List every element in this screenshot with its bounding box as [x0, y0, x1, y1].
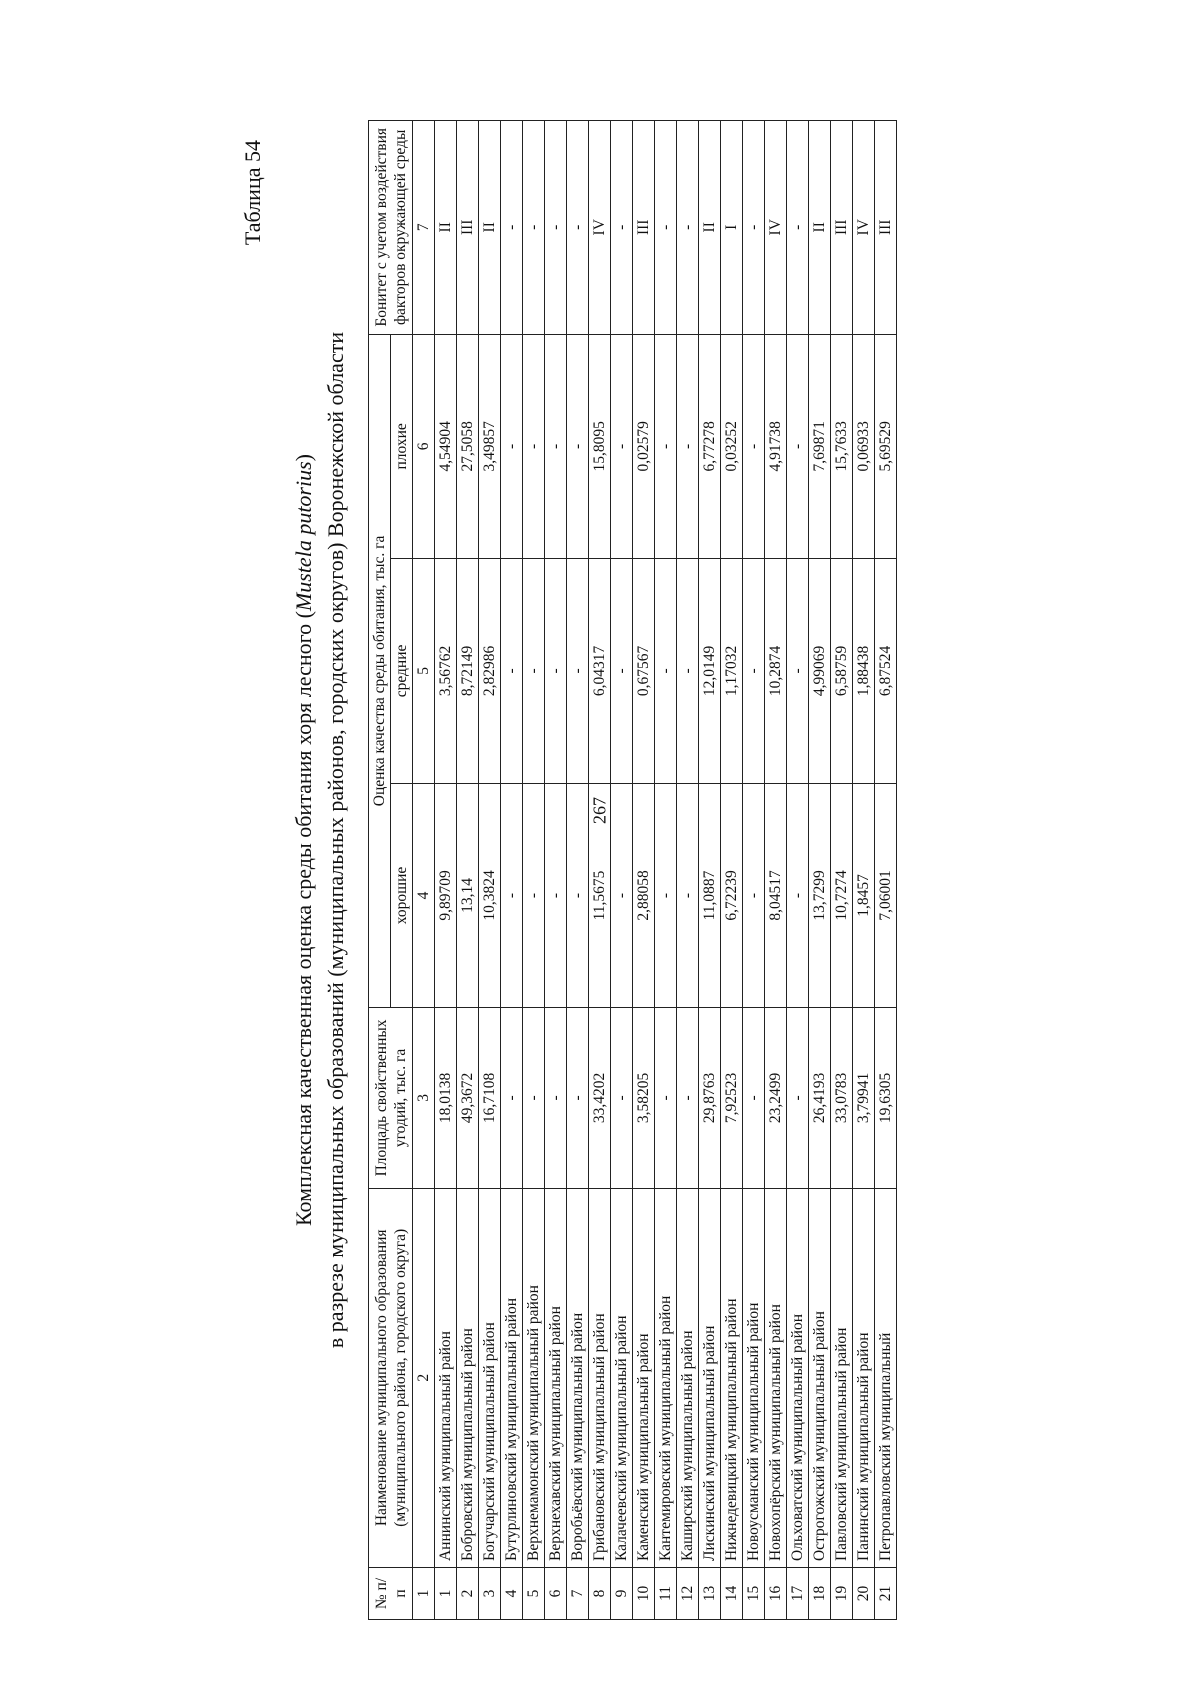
good-value: 10,7274: [831, 783, 853, 1008]
row-number: 15: [743, 1568, 765, 1620]
medium-value: -: [567, 559, 589, 784]
row-number: 12: [677, 1568, 699, 1620]
table-row: [699, 121, 721, 1620]
bonitet-value: -: [677, 121, 699, 335]
medium-value: -: [523, 559, 545, 784]
medium-value: -: [501, 559, 523, 784]
good-value: 13,14: [457, 783, 479, 1008]
good-value: 11,0887: [699, 783, 721, 1008]
bad-value: 5,69529: [875, 334, 897, 559]
district-name: Новоусманский муниципальный район: [743, 1188, 765, 1567]
row-number: 8: [589, 1568, 611, 1620]
medium-value: 6,87524: [875, 559, 897, 784]
medium-value: 2,82986: [479, 559, 501, 784]
bad-value: 7,69871: [809, 334, 831, 559]
bonitet-value: -: [743, 121, 765, 335]
header-quality-group: Оценка качества среды обитания, тыс. га: [369, 334, 391, 1008]
header-num: № п/п: [369, 1568, 413, 1620]
bonitet-value: I: [721, 121, 743, 335]
good-value: 1,8457: [853, 783, 875, 1008]
row-number: 1: [435, 1568, 457, 1620]
header-bonitet: Бонитет с учетом воздействия факторов окружающей среды: [369, 121, 413, 335]
district-name: Павловский муниципальный район: [831, 1188, 853, 1567]
title-line-1: [288, 70, 320, 1610]
good-value: 9,89709: [435, 783, 457, 1008]
row-number: 9: [611, 1568, 633, 1620]
area-value: -: [523, 1008, 545, 1188]
title-prefix: Комплексная качественная оценка среды обитания хоря лесного (: [291, 611, 316, 1227]
bonitet-value: -: [787, 121, 809, 335]
table-row: [787, 121, 809, 1620]
district-name: Ольховатский муниципальный район: [787, 1188, 809, 1567]
district-name: Каширский муниципальный район: [677, 1188, 699, 1567]
district-name: Аннинский муниципальный район: [435, 1188, 457, 1567]
bonitet-value: III: [831, 121, 853, 335]
row-number: 10: [633, 1568, 655, 1620]
row-number: 5: [523, 1568, 545, 1620]
good-value: -: [743, 783, 765, 1008]
table-title: [288, 70, 352, 1610]
good-value: -: [567, 783, 589, 1008]
row-number: 21: [875, 1568, 897, 1620]
bad-value: 6,77278: [699, 334, 721, 559]
bad-value: 15,7633: [831, 334, 853, 559]
medium-value: 6,04317: [589, 559, 611, 784]
row-number: 18: [809, 1568, 831, 1620]
district-name: Бутурлиновский муниципальный район: [501, 1188, 523, 1567]
table-row: [633, 121, 655, 1620]
bonitet-value: -: [523, 121, 545, 335]
good-value: -: [545, 783, 567, 1008]
good-value: 11,5675: [589, 783, 611, 1008]
bonitet-value: -: [655, 121, 677, 335]
bad-value: 4,54904: [435, 334, 457, 559]
column-number: 3: [413, 1008, 435, 1188]
area-value: 33,0783: [831, 1008, 853, 1188]
good-value: -: [611, 783, 633, 1008]
bad-value: -: [611, 334, 633, 559]
table-row: [435, 121, 457, 1620]
table-row: [743, 121, 765, 1620]
district-name: Лискинский муниципальный район: [699, 1188, 721, 1567]
title-suffix: ): [291, 454, 316, 462]
bonitet-value: III: [875, 121, 897, 335]
title-line-2: в разрезе муниципальных образований (муниципальных районов, городских округов) Воронежской области: [323, 331, 348, 1349]
district-name: Новохопёрский муниципальный район: [765, 1188, 787, 1567]
header-name: Наименование муниципального образования (муниципального района, городского округа): [369, 1188, 413, 1567]
area-value: 26,4193: [809, 1008, 831, 1188]
bonitet-value: II: [699, 121, 721, 335]
good-value: -: [677, 783, 699, 1008]
row-number: 3: [479, 1568, 501, 1620]
district-name: Верхнемамонский муниципальный район: [523, 1188, 545, 1567]
table-row: [809, 121, 831, 1620]
district-name: Острогожский муниципальный район: [809, 1188, 831, 1567]
good-value: -: [787, 783, 809, 1008]
medium-value: -: [743, 559, 765, 784]
bad-value: 15,8095: [589, 334, 611, 559]
column-number: 1: [413, 1568, 435, 1620]
row-number: 20: [853, 1568, 875, 1620]
header-area: Площадь свойственных угодий, тыс. га: [369, 1008, 413, 1188]
row-number: 19: [831, 1568, 853, 1620]
medium-value: -: [787, 559, 809, 784]
good-value: -: [523, 783, 545, 1008]
bonitet-value: IV: [765, 121, 787, 335]
district-name: Богучарский муниципальный район: [479, 1188, 501, 1567]
header-medium: средние: [391, 559, 413, 784]
table-row: [589, 121, 611, 1620]
district-name: Грибановский муниципальный район: [589, 1188, 611, 1567]
row-number: 17: [787, 1568, 809, 1620]
bad-value: -: [787, 334, 809, 559]
area-value: 33,4202: [589, 1008, 611, 1188]
good-value: 13,7299: [809, 783, 831, 1008]
bonitet-value: -: [501, 121, 523, 335]
good-value: 10,3824: [479, 783, 501, 1008]
bad-value: 0,06933: [853, 334, 875, 559]
header-bad: плохие: [391, 334, 413, 559]
medium-value: 3,56762: [435, 559, 457, 784]
column-number: 4: [413, 783, 435, 1008]
district-name: Бобровский муниципальный район: [457, 1188, 479, 1567]
bad-value: 3,49857: [479, 334, 501, 559]
bad-value: -: [501, 334, 523, 559]
area-value: 7,92523: [721, 1008, 743, 1188]
district-name: Верхнехавский муниципальный район: [545, 1188, 567, 1567]
table-row: [479, 121, 501, 1620]
row-number: 7: [567, 1568, 589, 1620]
bad-value: -: [567, 334, 589, 559]
bonitet-value: -: [545, 121, 567, 335]
area-value: -: [655, 1008, 677, 1188]
table-row: [523, 121, 545, 1620]
medium-value: -: [655, 559, 677, 784]
row-number: 4: [501, 1568, 523, 1620]
column-number: 5: [413, 559, 435, 784]
medium-value: -: [611, 559, 633, 784]
column-number: 2: [413, 1188, 435, 1567]
area-value: -: [567, 1008, 589, 1188]
good-value: 8,04517: [765, 783, 787, 1008]
bonitet-value: II: [435, 121, 457, 335]
area-value: -: [743, 1008, 765, 1188]
table-row: [765, 121, 787, 1620]
area-value: 3,79941: [853, 1008, 875, 1188]
district-name: Каменский муниципальный район: [633, 1188, 655, 1567]
bonitet-value: III: [633, 121, 655, 335]
bonitet-value: -: [611, 121, 633, 335]
area-value: -: [545, 1008, 567, 1188]
column-number: 7: [413, 121, 435, 335]
area-value: 18,0138: [435, 1008, 457, 1188]
area-value: 19,6305: [875, 1008, 897, 1188]
landscape-page: [240, 30, 1140, 1650]
header-row-1: [369, 121, 391, 1620]
table-row: [655, 121, 677, 1620]
table-row: [721, 121, 743, 1620]
table-label: Таблица 54: [240, 140, 265, 246]
bonitet-value: IV: [853, 121, 875, 335]
bad-value: 27,5058: [457, 334, 479, 559]
medium-value: 1,88438: [853, 559, 875, 784]
bonitet-value: II: [479, 121, 501, 335]
medium-value: 6,58759: [831, 559, 853, 784]
column-number: 6: [413, 334, 435, 559]
habitat-quality-table: [368, 120, 897, 1620]
district-name: Петропавловский муниципальный: [875, 1188, 897, 1567]
table-row: [501, 121, 523, 1620]
column-numbers-row: [413, 121, 435, 1620]
good-value: 6,72239: [721, 783, 743, 1008]
row-number: 11: [655, 1568, 677, 1620]
area-value: 23,2499: [765, 1008, 787, 1188]
bonitet-value: -: [567, 121, 589, 335]
medium-value: -: [545, 559, 567, 784]
medium-value: 0,67567: [633, 559, 655, 784]
area-value: -: [611, 1008, 633, 1188]
bad-value: -: [743, 334, 765, 559]
area-value: 3,58205: [633, 1008, 655, 1188]
medium-value: 4,99069: [809, 559, 831, 784]
area-value: 29,8763: [699, 1008, 721, 1188]
bad-value: 4,91738: [765, 334, 787, 559]
good-value: 7,06001: [875, 783, 897, 1008]
table-row: [567, 121, 589, 1620]
species-name: Mustela putorius: [291, 461, 316, 612]
bad-value: -: [523, 334, 545, 559]
bonitet-value: II: [809, 121, 831, 335]
good-value: -: [501, 783, 523, 1008]
table-row: [677, 121, 699, 1620]
table-row: [853, 121, 875, 1620]
page-number: 267: [589, 797, 610, 824]
table-body: [435, 121, 897, 1620]
area-value: 16,7108: [479, 1008, 501, 1188]
medium-value: -: [677, 559, 699, 784]
bonitet-value: IV: [589, 121, 611, 335]
good-value: -: [655, 783, 677, 1008]
row-number: 14: [721, 1568, 743, 1620]
bonitet-value: III: [457, 121, 479, 335]
medium-value: 12,0149: [699, 559, 721, 784]
bad-value: 0,02579: [633, 334, 655, 559]
bad-value: -: [677, 334, 699, 559]
table-row: [831, 121, 853, 1620]
district-name: Воробьёвский муниципальный район: [567, 1188, 589, 1567]
area-value: -: [677, 1008, 699, 1188]
table-row: [611, 121, 633, 1620]
good-value: 2,88058: [633, 783, 655, 1008]
row-number: 6: [545, 1568, 567, 1620]
area-value: -: [787, 1008, 809, 1188]
table-row: [545, 121, 567, 1620]
bad-value: 0,03252: [721, 334, 743, 559]
bad-value: -: [545, 334, 567, 559]
area-value: 49,3672: [457, 1008, 479, 1188]
medium-value: 1,17032: [721, 559, 743, 784]
table-row: [875, 121, 897, 1620]
district-name: Кантемировский муниципальный район: [655, 1188, 677, 1567]
row-number: 2: [457, 1568, 479, 1620]
medium-value: 8,72149: [457, 559, 479, 784]
district-name: Калачеевский муниципальный район: [611, 1188, 633, 1567]
header-good: хорошие: [391, 783, 413, 1008]
district-name: Панинский муниципальный район: [853, 1188, 875, 1567]
bad-value: -: [655, 334, 677, 559]
row-number: 13: [699, 1568, 721, 1620]
row-number: 16: [765, 1568, 787, 1620]
district-name: Нижнедевицкий муниципальный район: [721, 1188, 743, 1567]
medium-value: 10,2874: [765, 559, 787, 784]
table-row: [457, 121, 479, 1620]
area-value: -: [501, 1008, 523, 1188]
